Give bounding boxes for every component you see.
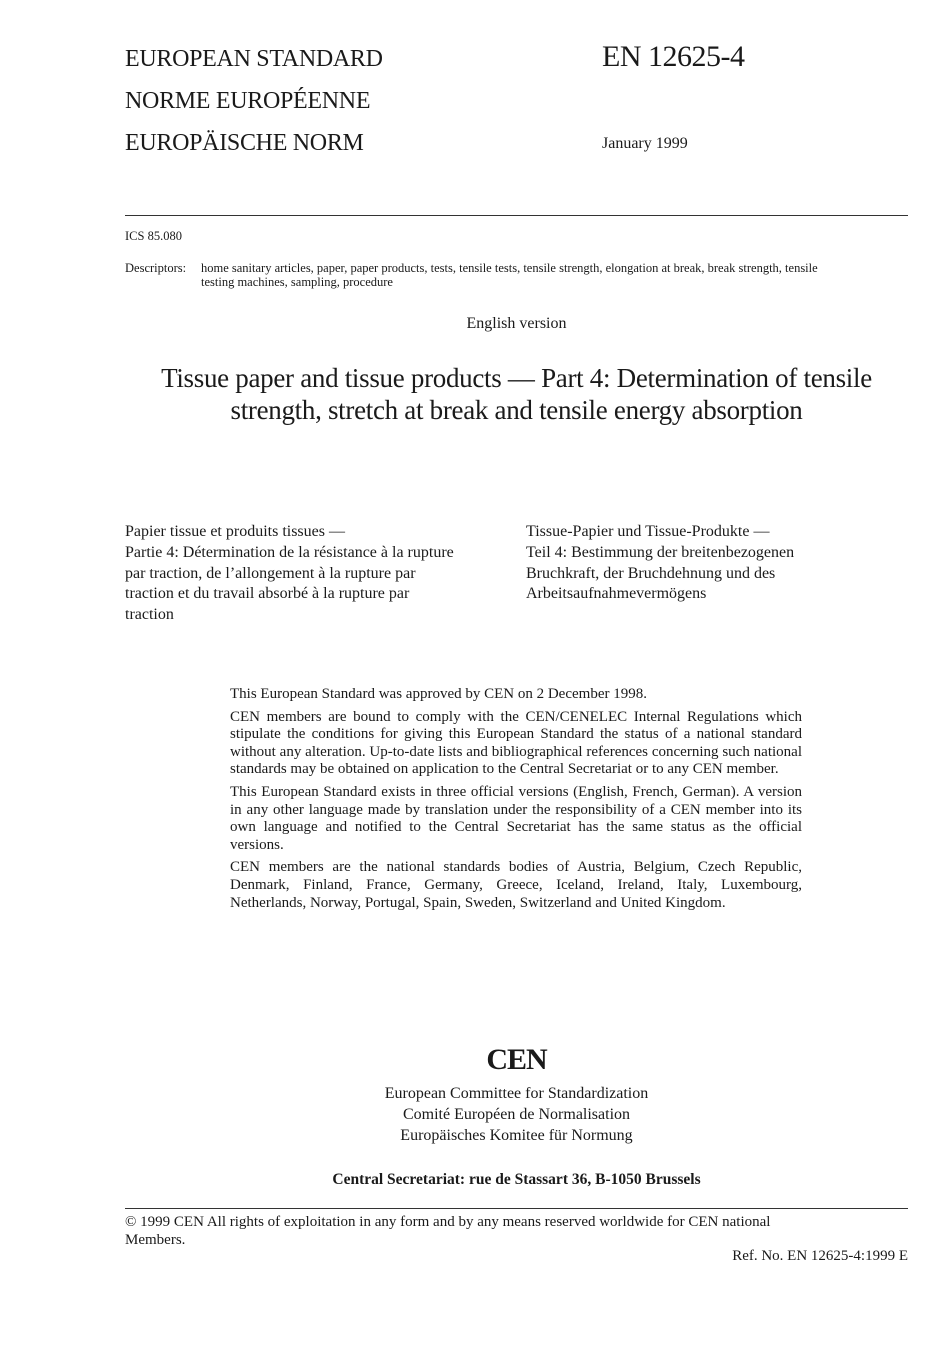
approval-notice — [230, 686, 802, 917]
french-title-line: traction et du travail absorbé à la rupture par — [125, 585, 410, 603]
header-line-fr: NORME EUROPÉENNE — [125, 88, 371, 114]
central-secretariat: Central Secretariat: rue de Stassart 36, B-1050 Brussels — [332, 1171, 701, 1188]
copyright-line-1: © 1999 CEN All rights of exploitation in any form and by any means reserved worldwide for CEN national — [125, 1214, 771, 1230]
cen-name-fr: Comité Européen de Normalisation — [402, 1106, 631, 1123]
approval-paragraph-1: This European Standard was approved by CEN on 2 December 1998. — [230, 686, 647, 702]
footer-divider — [125, 1208, 908, 1209]
french-title-line: par traction, de l’allongement à la rupture par — [125, 564, 416, 582]
document-title — [110, 362, 923, 426]
descriptors-label: Descriptors: — [125, 261, 187, 275]
descriptors-line-1: home sanitary articles, paper, paper products, tests, tensile tests, tensile strength, elongation at break, break strength, tensile — [201, 261, 818, 275]
header-line-de: EUROPÄISCHE NORM — [125, 130, 364, 156]
french-title-line: Partie 4: Détermination de la résistance à la rupture — [125, 543, 454, 561]
approval-paragraph-4: CEN members are the national standards bodies of Austria, Belgium, Czech Republic, Denmark, Finland, France, Germany, Greece, Iceland, Ireland, Italy, Luxembourg, Netherlands, Norway, Portugal, Spain, Sweden, Switzerland and United Kingdom. — [230, 859, 802, 911]
publication-date: January 1999 — [602, 135, 688, 152]
title-line-2: strength, stretch at break and tensile energy absorption — [230, 395, 803, 425]
copyright-line-2: Members. — [125, 1232, 186, 1248]
version-label: English version — [466, 315, 567, 332]
cen-name-de: Europäisches Komitee für Normung — [400, 1127, 633, 1144]
header-line-en: EUROPEAN STANDARD — [125, 46, 383, 72]
standard-number: EN 12625-4 — [602, 40, 745, 73]
copyright-notice — [125, 1213, 770, 1249]
french-title — [125, 522, 515, 626]
descriptors-line-2: testing machines, sampling, procedure — [201, 275, 393, 289]
cen-names — [125, 1083, 908, 1146]
approval-paragraph-2: CEN members are bound to comply with the CEN/CENELEC Internal Regulations which stipulate the conditions for giving this European Standard the status of a national standard without any alteration. Up-to-date lists and bibliographical references concerning such national standards may be obtained on application to the Central Secretariat or to any CEN member. — [230, 708, 802, 778]
french-title-line: traction — [125, 606, 174, 624]
french-title-line: Papier tissue et produits tissues — — [125, 523, 345, 540]
approval-paragraph-3: This European Standard exists in three official versions (English, French, German). A version in any other language made by translation under the responsibility of a CEN member into its own language and notified to the Central Secretariat has the same status as the official versions. — [230, 783, 802, 853]
german-title-line: Tissue-Papier und Tissue-Produkte — — [526, 523, 770, 540]
cen-name-en: European Committee for Standardization — [384, 1085, 649, 1102]
header-divider — [125, 215, 908, 216]
german-title-line: Bruchkraft, der Bruchdehnung und des — [526, 564, 776, 582]
german-title-line: Teil 4: Bestimmung der breitenbezogenen — [526, 543, 795, 561]
german-title-line: Arbeitsaufnahmevermögens — [526, 585, 707, 603]
title-line-1: Tissue paper and tissue products — Part 4: Determination of tensile — [161, 363, 872, 393]
cen-logo: CEN — [486, 1043, 547, 1076]
ics-code: ICS 85.080 — [125, 229, 182, 243]
german-title — [526, 522, 906, 605]
reference-number: Ref. No. EN 12625-4:1999 E — [732, 1248, 908, 1264]
